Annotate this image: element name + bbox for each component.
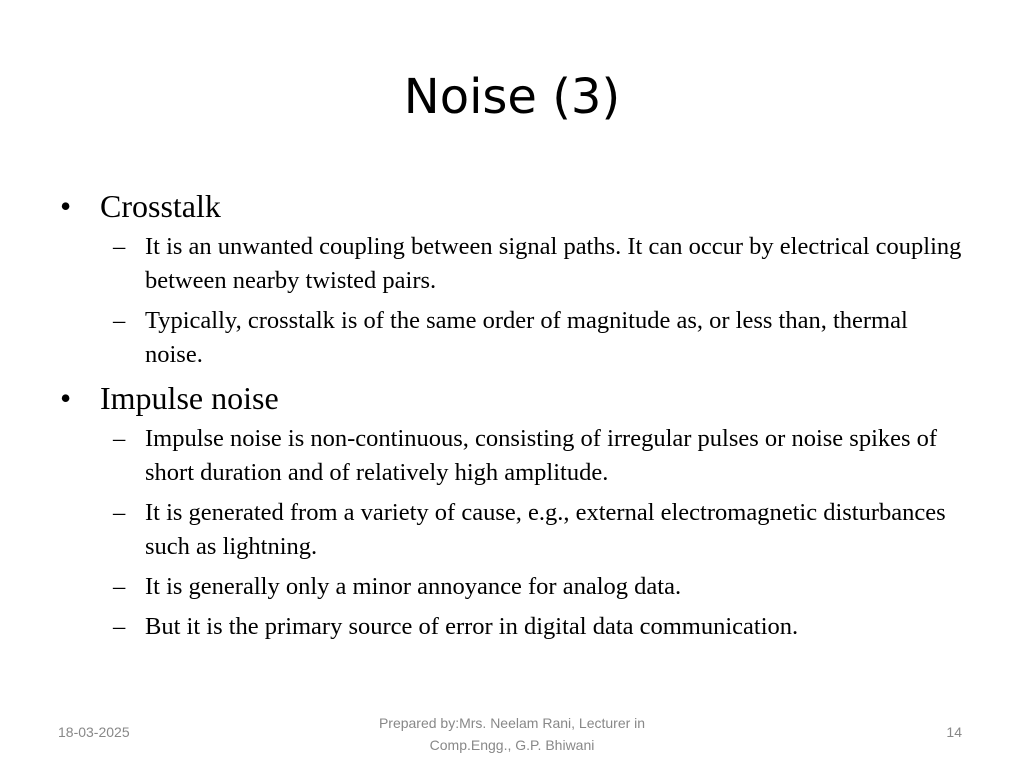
sub-bullet-text: It is an unwanted coupling between signal paths. It can occur by electrical coupling between nearby twisted pairs. [145, 233, 962, 294]
dash-icon: – [113, 573, 126, 600]
sub-bullet [113, 422, 965, 490]
sub-bullet-text: But it is the primary source of error in digital data communication. [145, 613, 799, 640]
sub-bullet-text: It is generated from a variety of cause, e.g., external electromagnetic disturbances such as lightning. [145, 499, 946, 560]
footer-author-line: Prepared by:Mrs. Neelam Rani, Lecturer in [378, 715, 646, 731]
footer-date: 18-03-2025 [58, 724, 130, 740]
dash-icon: – [113, 425, 126, 452]
bullet-icon: • [60, 188, 72, 224]
sub-bullet [113, 496, 965, 564]
section-heading: Impulse noise [100, 380, 279, 416]
dash-icon: – [113, 613, 126, 640]
dash-icon: – [113, 499, 126, 526]
slide-content [58, 186, 978, 650]
sub-bullet-text: It is generally only a minor annoyance for analog data. [145, 573, 682, 600]
bullet-icon: • [60, 380, 72, 416]
sub-bullet-text: Impulse noise is non-continuous, consisting of irregular pulses or noise spikes of short duration and of relatively high amplitude. [145, 425, 938, 486]
section-impulse-noise [58, 378, 978, 418]
sub-bullet [113, 610, 965, 644]
sub-bullet [113, 570, 965, 604]
sub-bullet-text: Typically, crosstalk is of the same order of magnitude as, or less than, thermal noise. [145, 307, 908, 368]
footer-author-line: Comp.Engg., G.P. Bhiwani [429, 737, 595, 753]
dash-icon: – [113, 233, 126, 260]
sub-bullet [113, 304, 965, 372]
sub-bullet [113, 230, 965, 298]
page-number: 14 [946, 724, 962, 740]
section-heading: Crosstalk [100, 188, 221, 224]
slide-title: Noise (3) [403, 69, 621, 125]
section-crosstalk [58, 186, 978, 226]
dash-icon: – [113, 307, 126, 334]
footer-author [312, 712, 712, 756]
